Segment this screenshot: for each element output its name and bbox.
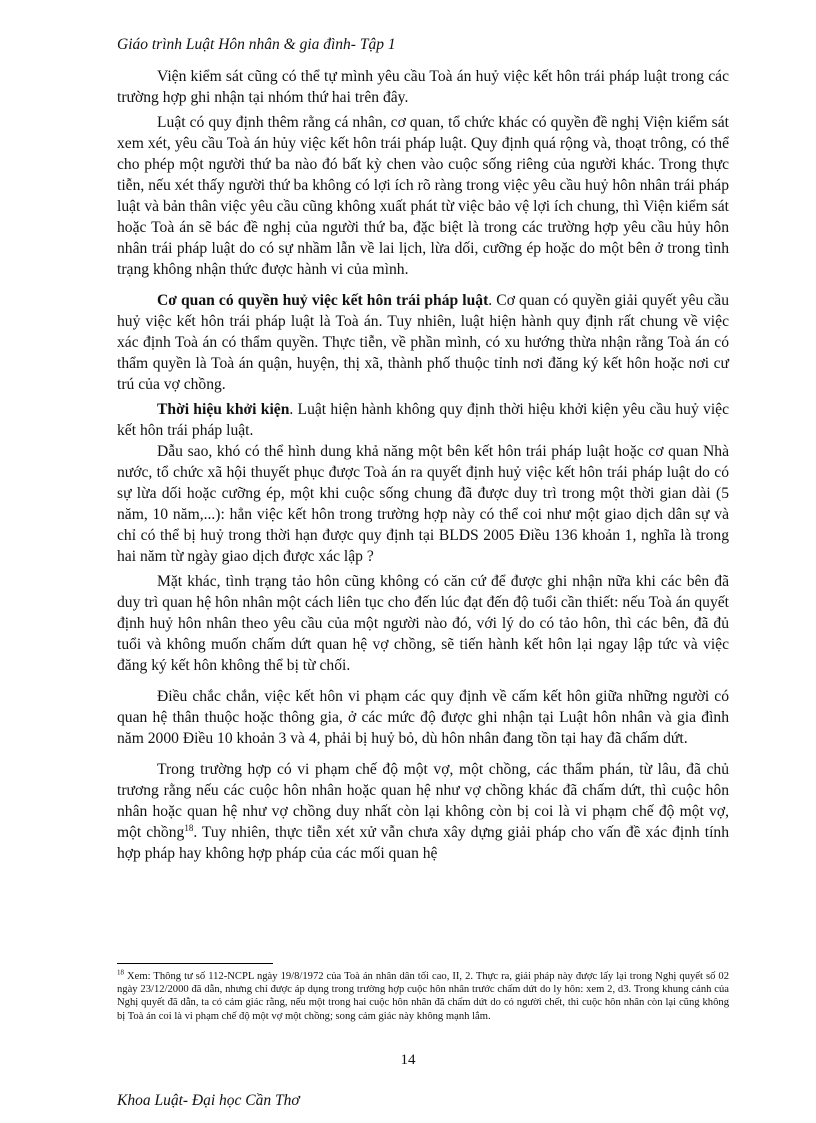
footnote-divider [117,963,273,964]
paragraph-text: Trong trường hợp có vi phạm chế độ một vợ, một chồng, các thẩm phán, từ lâu, đã chủ trương rằng nếu các cuộc hôn nhân hoặc quan hệ như vợ chồng khác đã chấm dứt, thì cuộc hôn nhân hoặc quan hệ như vợ chồng duy nhất còn lại không còn bị coi là vi phạm chế độ một vợ, một chồng [117,761,729,841]
footnote-number: 18 [117,968,124,977]
paragraph: Điều chắc chắn, việc kết hôn vi phạm các quy định về cấm kết hôn giữa những người có quan hệ thân thuộc hoặc thông gia, ở các mức độ được ghi nhận tại Luật hôn nhân và gia đình năm 2000 Điều 10 khoản 3 và 4, phải bị huỷ bỏ, dù hôn nhân đang tồn tại hay đã chấm dứt. [117,688,729,747]
paragraph [117,399,729,441]
paragraph: Mặt khác, tình trạng tảo hôn cũng không có căn cứ để được ghi nhận nữa khi các bên đã duy trì quan hệ hôn nhân một cách liên tục cho đến lúc đạt đến độ tuổi cần thiết: nếu Toà án quyết định huỷ hôn nhân theo yêu cầu của một người nào đó, với lý do có tảo hôn, thì các bên, đã đủ tuổi và không muốn chấm dứt quan hệ vợ chồng, sẽ tiến hành kết hôn lại ngay lập tức và việc đăng ký kết hôn không thể bị từ chối. [117,573,729,674]
body-text [117,66,729,864]
running-header: Giáo trình Luật Hôn nhân & gia đình- Tập 1 [117,36,396,53]
paragraph [117,759,729,864]
paragraph [117,290,729,395]
paragraph: Luật có quy định thêm rằng cá nhân, cơ quan, tổ chức khác có quyền đề nghị Viện kiểm sát xem xét, yêu cầu Toà án hủy việc kết hôn trái pháp luật. Quy định quá rộng và, thoạt trông, có thể cho phép một người thứ ba nào đó bất kỳ chen vào cuộc sống riêng của người khác. Trong thực tiễn, nếu xét thấy người thứ ba không có lợi ích rõ ràng trong việc yêu cầu huỷ hôn nhân trái pháp luật và bản thân việc yêu cầu cũng không xuất phát từ việc bảo vệ lợi ích chung, thì Viện kiểm sát hoặc Toà án sẽ bác đề nghị của người thứ ba, đặc biệt là trong các trường hợp yêu cầu hủy hôn nhân trái pháp luật do có sự nhầm lẫn về lai lịch, lừa dối, cưỡng ép hoặc do một bên ở trong tình trạng không nhận thức được hành vi của mình. [117,114,729,278]
paragraph: Dẫu sao, khó có thể hình dung khả năng một bên kết hôn trái pháp luật hoặc cơ quan Nhà nước, tổ chức xã hội thuyết phục được Toà án ra quyết định huỷ việc kết hôn trái pháp luật do có sự lừa dối hoặc cưỡng ép, một khi cuộc sống chung đã được duy trì trong một thời gian dài (5 năm, 10 năm,...): hẳn việc kết hôn trong trường hợp này có thể coi như một giao dịch dân sự và chỉ có thể bị huỷ trong thời hạn được quy định tại BLDS 2005 Điều 136 khoản 1, nghĩa là trong hai năm từ ngày giao dịch được xác lập ? [117,443,729,565]
footnote [117,970,729,1023]
paragraph-heading: Thời hiệu khởi kiện [157,401,290,418]
paragraph-text: . Tuy nhiên, thực tiễn xét xử vẫn chưa xây dựng giải pháp cho vấn đề xác định tính hợp pháp hay không hợp pháp của các mối quan hệ [117,824,729,862]
paragraph-heading: Cơ quan có quyền huỷ việc kết hôn trái pháp luật [157,292,489,309]
paragraph: Viện kiểm sát cũng có thể tự mình yêu cầu Toà án huỷ việc kết hôn trái pháp luật trong các trường hợp ghi nhận tại nhóm thứ hai trên đây. [117,68,729,106]
page-number: 14 [400,1052,416,1068]
footnote-text: Xem: Thông tư số 112-NCPL ngày 19/8/1972 của Toà án nhân dân tối cao, II, 2. Thực ra, giải pháp này được lấy lại trong Nghị quyết số 02 ngày 23/12/2000 đã dẫn, nhưng chỉ được áp dụng trong trường hợp cuộc hôn nhân trước chấm dứt do ly hôn: xem 2, d3. Trong khung cảnh của Nghị quyết đã dẫn, ta có cảm giác rằng, nếu một trong hai cuộc hôn nhân đã chấm dứt do có người chết, thì cuộc hôn nhân còn lại cũng không bị Toà án coi là vi phạm chế độ một vợ một chồng; song cảm giác này không mạnh lắm. [117,971,729,1022]
paragraph-text: . Cơ quan có quyền giải quyết yêu cầu huỷ việc kết hôn trái pháp luật là Toà án. Tuy nhiên, luật hiện hành quy định rất chung về việc xác định Toà án có thẩm quyền. Thực tiễn, về phần mình, có xu hướng thừa nhận rằng Toà án có thẩm quyền là Toà án quận, huyện, thị xã, thành phố thuộc tỉnh nơi đăng ký kết hôn hoặc nơi cư trú của vợ chồng. [117,292,729,393]
paragraph-text: . Luật hiện hành không quy định thời hiệu khởi kiện yêu cầu huỷ việc kết hôn trái pháp luật. [117,401,730,439]
footnote-ref[interactable]: 18 [184,822,194,833]
running-footer: Khoa Luật- Đại học Cần Thơ [117,1092,300,1109]
